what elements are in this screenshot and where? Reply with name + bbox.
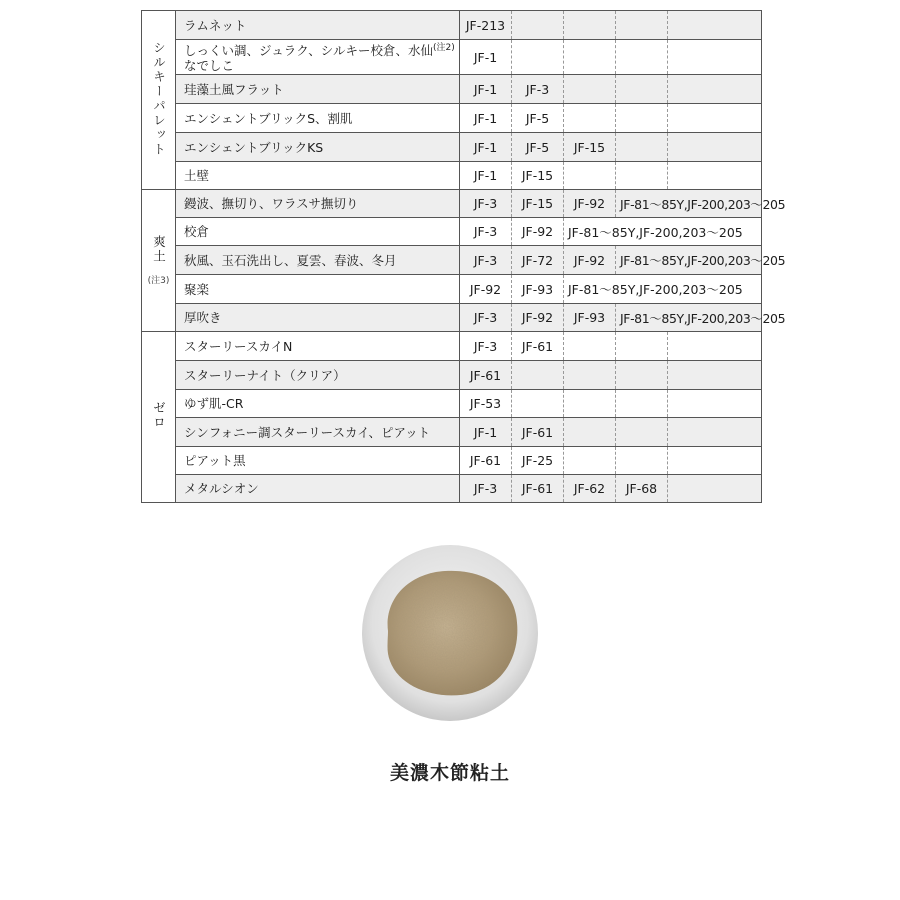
- group-label: ゼロ: [142, 332, 176, 503]
- color-code: JF-92: [512, 304, 564, 332]
- empty-cell: [668, 75, 762, 104]
- product-name: 厚吹き: [176, 304, 460, 332]
- empty-cell: [616, 390, 668, 418]
- table-row: [142, 162, 762, 190]
- color-code: JF-61: [512, 418, 564, 447]
- color-code: JF-1: [460, 418, 512, 447]
- color-code: JF-3: [460, 190, 512, 218]
- empty-cell: [564, 332, 616, 361]
- empty-cell: [616, 332, 668, 361]
- color-code: JF-62: [564, 475, 616, 503]
- empty-cell: [668, 332, 762, 361]
- product-name: ゆず肌-CR: [176, 390, 460, 418]
- color-code: JF-5: [512, 133, 564, 162]
- product-name: 校倉: [176, 218, 460, 246]
- product-name: スターリーナイト（クリア）: [176, 361, 460, 390]
- color-code: JF-1: [460, 133, 512, 162]
- product-name: 珪藻土風フラット: [176, 75, 460, 104]
- product-name: ラムネット: [176, 11, 460, 40]
- color-code: JF-53: [460, 390, 512, 418]
- color-code: JF-25: [512, 447, 564, 475]
- empty-cell: [616, 361, 668, 390]
- color-code: JF-1: [460, 104, 512, 133]
- color-code-range: JF-81～85Y,JF-200,203～205: [564, 275, 762, 304]
- empty-cell: [668, 40, 762, 75]
- color-code: JF-1: [460, 162, 512, 190]
- color-code: JF-3: [460, 246, 512, 275]
- table-row: [142, 104, 762, 133]
- product-name: 鏝波、撫切り、ワラスサ撫切り: [176, 190, 460, 218]
- table-row: [142, 218, 762, 246]
- table-row: [142, 447, 762, 475]
- color-code: JF-1: [460, 75, 512, 104]
- empty-cell: [564, 418, 616, 447]
- empty-cell: [564, 104, 616, 133]
- table-row: [142, 246, 762, 275]
- empty-cell: [668, 475, 762, 503]
- empty-cell: [616, 418, 668, 447]
- color-code: JF-92: [564, 190, 616, 218]
- empty-cell: [616, 11, 668, 40]
- empty-cell: [668, 11, 762, 40]
- empty-cell: [512, 361, 564, 390]
- color-code: JF-5: [512, 104, 564, 133]
- product-name: スターリースカイN: [176, 332, 460, 361]
- product-name: 土壁: [176, 162, 460, 190]
- empty-cell: [616, 447, 668, 475]
- empty-cell: [564, 75, 616, 104]
- empty-cell: [564, 162, 616, 190]
- color-code: JF-1: [460, 40, 512, 75]
- product-name: エンシェントブリックKS: [176, 133, 460, 162]
- empty-cell: [668, 447, 762, 475]
- empty-cell: [616, 75, 668, 104]
- footnote-ref: (注2): [432, 42, 455, 53]
- color-code: JF-61: [460, 361, 512, 390]
- color-code: JF-213: [460, 11, 512, 40]
- color-code: JF-72: [512, 246, 564, 275]
- empty-cell: [564, 447, 616, 475]
- color-code-range: JF-81～85Y,JF-200,203～205: [616, 246, 762, 275]
- color-code: JF-15: [564, 133, 616, 162]
- color-code-range: JF-81～85Y,JF-200,203～205: [616, 304, 762, 332]
- empty-cell: [564, 40, 616, 75]
- table-row: [142, 475, 762, 503]
- empty-cell: [668, 162, 762, 190]
- table-row: [142, 361, 762, 390]
- color-code: JF-61: [460, 447, 512, 475]
- table-row: [142, 418, 762, 447]
- product-name: 秋風、玉石洗出し、夏雲、春波、冬月: [176, 246, 460, 275]
- color-code: JF-61: [512, 475, 564, 503]
- color-code: JF-15: [512, 190, 564, 218]
- product-name: ピアット黒: [176, 447, 460, 475]
- empty-cell: [668, 104, 762, 133]
- photo-caption: 美濃木節粘土: [389, 762, 510, 784]
- color-code-range: JF-81～85Y,JF-200,203～205: [616, 190, 762, 218]
- group-label: 爽土 (注3): [142, 190, 176, 332]
- color-code: JF-93: [512, 275, 564, 304]
- table-row: [142, 304, 762, 332]
- empty-cell: [512, 40, 564, 75]
- empty-cell: [564, 11, 616, 40]
- product-name: しっくい調、ジュラク、シルキー校倉、水仙$^{(注2)}$ なでしこ: [176, 40, 460, 75]
- color-code: JF-68: [616, 475, 668, 503]
- product-name: エンシェントブリックS、割肌: [176, 104, 460, 133]
- table-row: [142, 11, 762, 40]
- empty-cell: [668, 390, 762, 418]
- table-row: [142, 275, 762, 304]
- empty-cell: [616, 40, 668, 75]
- color-code: JF-3: [460, 218, 512, 246]
- color-code: JF-92: [512, 218, 564, 246]
- table-row: [142, 133, 762, 162]
- empty-cell: [512, 11, 564, 40]
- group-label: シルキーパレット: [142, 11, 176, 190]
- empty-cell: [564, 361, 616, 390]
- color-code: JF-3: [460, 332, 512, 361]
- color-code: JF-3: [512, 75, 564, 104]
- group-note: (注3): [147, 276, 170, 286]
- empty-cell: [668, 133, 762, 162]
- table-row: [142, 40, 762, 75]
- empty-cell: [616, 133, 668, 162]
- product-name: シンフォニー調スターリースカイ、ピアット: [176, 418, 460, 447]
- product-name: 聚楽: [176, 275, 460, 304]
- table-row: [142, 190, 762, 218]
- empty-cell: [668, 418, 762, 447]
- color-code-range: JF-81～85Y,JF-200,203～205: [564, 218, 762, 246]
- empty-cell: [616, 104, 668, 133]
- color-code: JF-93: [564, 304, 616, 332]
- color-code: JF-61: [512, 332, 564, 361]
- empty-cell: [668, 361, 762, 390]
- table-row: [142, 332, 762, 361]
- table-row: [142, 75, 762, 104]
- color-code: JF-92: [564, 246, 616, 275]
- table-row: [142, 390, 762, 418]
- empty-cell: [512, 390, 564, 418]
- color-code: JF-15: [512, 162, 564, 190]
- empty-cell: [616, 162, 668, 190]
- color-code: JF-92: [460, 275, 512, 304]
- product-name: メタルシオン: [176, 475, 460, 503]
- color-code-table: [141, 10, 786, 503]
- color-code: JF-3: [460, 304, 512, 332]
- color-code: JF-3: [460, 475, 512, 503]
- empty-cell: [564, 390, 616, 418]
- clay-powder-photo: [360, 543, 540, 723]
